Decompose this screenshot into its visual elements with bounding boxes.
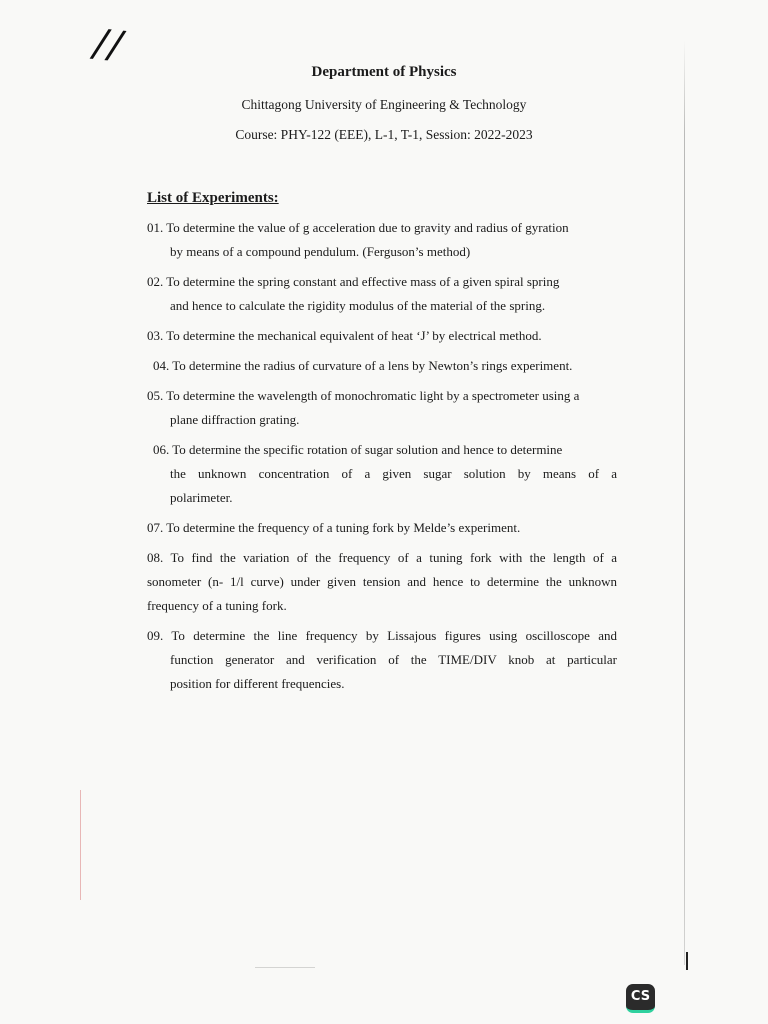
experiment-line: frequency of a tuning fork. xyxy=(147,598,287,613)
document-header xyxy=(0,64,768,143)
scan-smudge xyxy=(255,967,315,968)
experiment-line: function generator and verification of the TIME/DIV knob at particular xyxy=(170,652,617,667)
experiment-line: 03. To determine the mechanical equivalent of heat ‘J’ by electrical method. xyxy=(147,328,542,343)
department-title: Department of Physics xyxy=(311,64,457,80)
experiment-item-06 xyxy=(147,438,617,510)
experiment-list xyxy=(147,216,617,702)
experiment-item-05 xyxy=(147,384,617,432)
experiment-line: 02. To determine the spring constant and effective mass of a given spiral spring xyxy=(147,274,560,289)
scan-edge-line xyxy=(684,40,685,965)
experiment-item-02 xyxy=(147,270,617,318)
experiment-line: position for different frequencies. xyxy=(170,676,345,691)
scan-edge-mark xyxy=(686,952,688,970)
experiment-line: 05. To determine the wavelength of monochromatic light by a spectrometer using a xyxy=(147,388,580,403)
experiment-line: 06. To determine the specific rotation of sugar solution and hence to determine xyxy=(153,442,563,457)
camscanner-logo-icon: CS xyxy=(626,984,655,1013)
section-title: List of Experiments: xyxy=(147,190,279,206)
experiment-item-03 xyxy=(147,324,617,348)
university-name: Chittagong University of Engineering & Technology xyxy=(241,97,527,112)
handwritten-mark: // xyxy=(91,20,126,68)
scan-edge-line-left xyxy=(80,790,81,900)
experiment-item-04 xyxy=(147,354,617,378)
experiment-line: 01. To determine the value of g acceleration due to gravity and radius of gyration xyxy=(147,220,569,235)
experiment-line: 04. To determine the radius of curvature of a lens by Newton’s rings experiment. xyxy=(153,358,573,373)
experiment-line: 09. To determine the line frequency by Lissajous figures using oscilloscope and xyxy=(147,628,617,643)
experiment-item-01 xyxy=(147,216,617,264)
experiment-line: sonometer (n- 1/l curve) under given tension and hence to determine the unknown xyxy=(147,574,617,589)
experiment-line: and hence to calculate the rigidity modulus of the material of the spring. xyxy=(170,298,546,313)
experiment-line: the unknown concentration of a given sugar solution by means of a xyxy=(170,466,617,481)
experiment-item-08 xyxy=(147,546,617,618)
course-info: Course: PHY-122 (EEE), L-1, T-1, Session: 2022-2023 xyxy=(235,127,533,142)
experiment-line: by means of a compound pendulum. (Ferguson’s method) xyxy=(170,244,471,259)
experiment-line: 07. To determine the frequency of a tuning fork by Melde’s experiment. xyxy=(147,520,521,535)
experiment-item-09 xyxy=(147,624,617,696)
experiment-item-07 xyxy=(147,516,617,540)
experiment-line: polarimeter. xyxy=(170,490,233,505)
experiment-line: plane diffraction grating. xyxy=(170,412,300,427)
experiment-line: 08. To find the variation of the frequency of a tuning fork with the length of a xyxy=(147,550,617,565)
